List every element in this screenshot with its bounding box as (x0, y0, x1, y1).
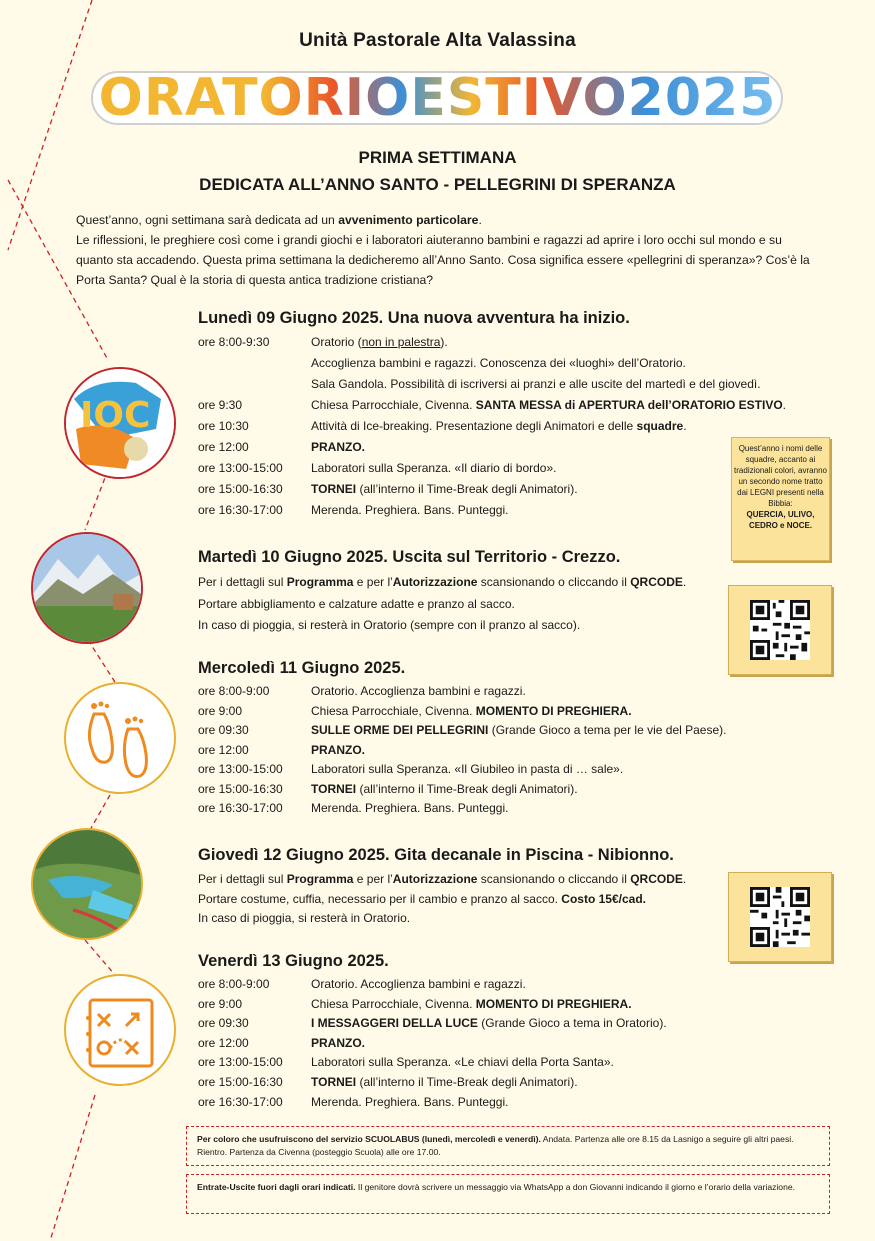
monday-title: Lunedì 09 Giugno 2025. Una nuova avventura ha inizio. (198, 309, 630, 327)
tuesday-equipment-line: Portare abbigliamento e calzature adatte e pranzo al sacco. (198, 597, 515, 611)
bus-info-box: Per coloro che usufruiscono del servizio SCUOLABUS (lunedì, mercoledì e venerdì). Andata. Partenza alle ore 8.15 da Lasnigo a seguire gli altri paesi. Rientro. Partenza da Civenna (posteggio Scuola) alle ore 17.00. (186, 1126, 830, 1166)
tuesday-title: Martedì 10 Giugno 2025. Uscita sul Territorio - Crezzo. (198, 548, 621, 566)
pool-photo (31, 828, 143, 940)
thursday-details-line: Per i dettagli sul Programma e per l’Autorizzazione scansionando o cliccando il QRCODE. (198, 872, 687, 886)
oratorio-estivo-logo (90, 66, 785, 130)
svg-text:IOC: IOC (80, 395, 151, 436)
squad-names-note: Quest’anno i nomi delle squadre, accanto ai tradizionali colori, avranno un secondo nome tratto dai LEGNI presenti nella Bibbia: QUERCIA, ULIVO, CEDRO e NOCE. (731, 437, 830, 561)
logo-text: ORATORIOESTIVO2025 (90, 66, 785, 130)
thursday-qr-code[interactable] (728, 872, 832, 962)
qr-code-icon (750, 600, 810, 660)
flyer-page: Unità Pastorale Alta Valassina ORATORIOESTIVO2025 PRIMA SETTIMANA DEDICATA ALL’ANNO SANTO - PELLEGRINI DI SPERANZA Quest’anno, ogni settimana sarà dedicata ad un avvenimento particolare. Le riflessioni, le preghiere così come i grandi giochi e i laboratori aiuteranno bambini e ragazzi ad aprire i loro occhi sul mondo e su quanto sta accadendo. Questa prima settimana la dedicheremo all’Anno Santo. Cosa significa essere «pellegrini di speranza»? Cos’è la Porta Santa? Qual è la storia di questa antica tradizione cristiana? Lunedì 09 Giugno 2025. Una nuova avventura ha inizio. ore 8:00-9:30 Oratorio (non in palestra). Accoglienza bambini e ragazzi. Conoscenza dei «luoghi» dell’Oratorio. Sala Gandola. Possibilità di iscriversi ai pranzi e alle uscite del martedì e del giovedì. ore 9:30 Chiesa Parrocchiale, Civenna. SANTA MESSA di APERTURA dell’ORATORIO ESTIVO. ore 10:30 Attività di Ice-breaking. Presentazione degli Animatori e delle squadre. ore 12:00 PRANZO. ore 13:00-15:00 Laboratori sulla Speranza. «Il diario di bordo». ore 15:00-16:30 TORNEI (all’interno il Time-Break degli Animatori). ore 16:30-17:00 Merenda. Preghiera. Bans. Punteggi. Quest’anno i nomi delle squadre, accanto ai tradizionali colori, avranno un secondo nome tratto dai LEGNI presenti nella Bibbia: QUERCIA, ULIVO, CEDRO e NOCE. IOC Martedì 10 Giugno 2025. Uscita sul Territorio - Crezzo. Per i dettagli sul Programma e per l’Autorizzazione scansionando o cliccando il QRCODE. Portare abbigliamento e calzature adatte e pranzo al sacco. In caso di pioggia, si resterà in Oratorio (sempre con il pranzo al sacco). Mercoledì 11 Giugno 2025. ore 8:00-9:00 Oratorio. Accoglienza bambini e ragazzi. ore 9:00 Chiesa Parrocchiale, Civenna. MOMENTO DI PREGHIERA. ore 09:30 SULLE ORME DEI PELLEGRINI (Grande Gioco a tema per le vie del Paese). ore 12:00 PRANZO. ore 13:00-15:00 Laboratori sulla Speranza. «Il Giubileo in pasta di … sale». ore 15:00-16:30 TORNEI (all’interno il Time-Break degli Animatori). ore 16:30-17:00 Merenda. Preghiera. Bans. Punteggi. Giovedì 12 Giugno 2025. Gita decanale in Piscina - Nibionno. Per i dettagli sul Programma e per l’Autorizzazione scansionando o cliccando il QRCODE. Portare costume, cuffia, necessario per il cambio e pranzo al sacco. Costo 15€/cad. In caso di pioggia, si resterà in Oratorio. Venerdì 13 Giugno 2025. ore 8:00-9:00 Oratorio. Accoglienza bambini e ragazzi. ore 9:00 Chiesa Parrocchiale, Civenna. MOMENTO DI PREGHIERA. ore 09:30 I MESSAGGERI DELLA LUCE (Grande Gioco a tema in Oratorio). ore 12:00 PRANZO. ore 13:00-15:00 Laboratori sulla Speranza. «Le chiavi della Porta Santa». ore 15:00-16:30 TORNEI (all’interno il Time-Break degli Animatori). ore 16:30-17:00 Merenda. Preghiera. Bans. Punteggi. Per coloro che usufruiscono del servizio SCUOLABUS (lunedì, mercoledì e venerdì). Andata. Partenza alle ore 8.15 da Lasnigo a seguire gli altri paesi. Rientro. Partenza da Civenna (posteggio Scuola) alle ore 17.00. Entrate-Uscite fuori dagli orari indicati. Il genitore dovrà scrivere un messaggio via WhatsApp a don Giovanni indicando il giorno e l’orario della variazione. (0, 0, 875, 1241)
entry-exit-info-box: Entrate-Uscite fuori dagli orari indicati. Il genitore dovrà scrivere un messaggio via WhatsApp a don Giovanni indicando il giorno e l’orario della variazione. (186, 1174, 830, 1214)
mountain-photo (31, 532, 143, 644)
tuesday-details-line: Per i dettagli sul Programma e per l’Autorizzazione scansionando o cliccando il QRCODE. (198, 575, 687, 589)
qr-code-icon (750, 887, 810, 947)
organization-title: Unità Pastorale Alta Valassina (299, 30, 576, 51)
intro-paragraph: Quest’anno, ogni settimana sarà dedicata ad un avvenimento particolare. Le riflessioni, le preghiere così come i grandi giochi e i laboratori aiuteranno bambini e ragazzi ad aprire i loro occhi sul mondo e su quanto sta accadendo. Questa prima settimana la dedicheremo all’Anno Santo. Cosa significa essere «pellegrini di speranza»? Cos’è la Porta Santa? Qual è la storia di questa antica tradizione cristiana? (76, 213, 810, 287)
ioc-logo-image (64, 367, 176, 479)
friday-title: Venerdì 13 Giugno 2025. (198, 952, 389, 970)
wednesday-title: Mercoledì 11 Giugno 2025. (198, 659, 406, 677)
tuesday-qr-code[interactable] (728, 585, 832, 675)
strategy-board-icon (64, 974, 176, 1086)
week-subtitle: DEDICATA ALL’ANNO SANTO - PELLEGRINI DI SPERANZA (199, 175, 676, 194)
tuesday-rain-line: In caso di pioggia, si resterà in Oratorio (sempre con il pranzo al sacco). (198, 618, 581, 632)
thursday-rain-line: In caso di pioggia, si resterà in Oratorio. (198, 911, 411, 925)
footprints-icon (64, 682, 176, 794)
thursday-title: Giovedì 12 Giugno 2025. Gita decanale in Piscina - Nibionno. (198, 846, 674, 864)
thursday-equipment-line: Portare costume, cuffia, necessario per il cambio e pranzo al sacco. Costo 15€/cad. (198, 892, 646, 906)
week-title: PRIMA SETTIMANA (358, 148, 517, 167)
